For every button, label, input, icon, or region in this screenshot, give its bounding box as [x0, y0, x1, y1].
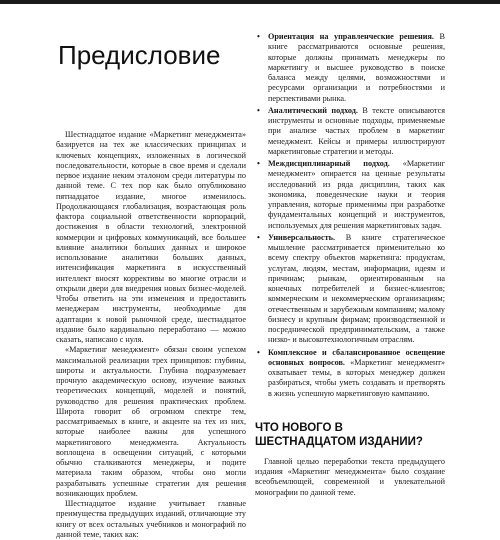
bullet-icon: •: [257, 232, 260, 242]
list-item-text: «Маркетинг менеджмент» опирается на ценные результаты исследований из ряда дисциплин, таких как экономика, поведенческие науки и теория управления, которые применимы при разработке фундаментальных концепций и инструментов, используемых для решения маркетинговых задач.: [268, 159, 445, 230]
list-item: [255, 106, 445, 157]
list-item: [255, 233, 445, 346]
list-item-title: Аналитический подход.: [268, 105, 358, 115]
list-item: [255, 348, 445, 399]
paragraph: Шестнадцатое издание учитывает главные преимущества предыдущих изданий, отличающие эту книгу от всех остальных учебников и монографий по данной теме, таких как:: [56, 499, 246, 539]
right-column: [255, 10, 445, 498]
list-item-title: Междисциплинарный подход.: [268, 159, 390, 168]
list-item-text: «Маркетинг менеджмент» охватывает темы, в которых менеджер должен разбираться, чтобы уметь создавать и претворять в жизнь успешную маркетинговую кампанию.: [268, 357, 446, 398]
list-item: [255, 32, 445, 104]
right-text: [255, 457, 445, 498]
left-text: [56, 130, 246, 540]
left-column: [56, 10, 246, 540]
bullet-icon: •: [257, 32, 260, 41]
list-item-title: Комплексное и сбалансированное освещение основных вопросов.: [268, 347, 445, 367]
top-rule: [0, 0, 500, 4]
bullet-icon: •: [257, 159, 260, 168]
page-title: Предисловие: [58, 40, 221, 70]
paragraph: Шестнадцатое издание «Маркетинг менеджмента» базируется на тех же классических принципах и ключевых концепциях, изложенных в логической последовательности, которые в свое время и сделали первое издание неким эталоном среди литературы по данной теме. С тех пор как было опубликовано пятнадцатое издание, многое изменилось. Продолжающаяся глобализация, возрастающая роль фактора социальной ответственности корпораций, достижения в области технологий, электронной коммерции и цифровых коммуникаций, все большее влияние аналитики больших данных и широкое использование аналитики больших данных, интенсификация маркетинга в искусственный интеллект вносят коррективы во многие отрасли и открыли двери для внедрения новых бизнес-моделей. Чтобы ответить на эти изменения и предоставить менеджерам инструменты, необходимые для адаптации к новой рыночной среде, шестнадцатое издание было кардинально переработано — можно сказать, написано с нуля.: [56, 130, 246, 344]
paragraph: «Маркетинг менеджмент» обязан своим успехом максимальной реализации трех принципов: глубины, широты и актуальности. Глубина подразумевает прочную академическую основу, изучение важных теоретических концепций, моделей и понятий, руководство для решения практических проблем. Широта говорит об огромном спектре тем, рассматриваемых в книге, и акценте на тех из них, которые наиболее важны для успешного маркетингового менеджмента. Актуальность воплощена в освещении ситуаций, с которыми обычно сталкиваются менеджеры, и подите материала таким образом, чтобы оно могли разрабатывать успешные стратегии для решения возникающих проблем.: [56, 345, 246, 498]
bullet-icon: •: [257, 105, 260, 115]
list-item: [255, 159, 445, 231]
list-item-text: В тексте описываются инструменты и основные подходы, применяемые при анализе частых проблем в маркетинг менеджмент. Кейсы и примеры иллюстрируют маркетинговые стратегии и методы.: [268, 105, 446, 156]
list-item-text: В книге рассматриваются основные решения, которые должны принимать менеджеры по маркетингу и высшее руководство в поиске баланса между целями, возможностями и ресурсами организации и потребностями и перспективами рынка.: [268, 32, 445, 103]
bullet-icon: •: [257, 347, 260, 357]
paragraph: Главной целью переработки текста предыдущего издания «Маркетинг менеджмента» было создание всеобъемлющей, современной и увлекательной монографии по данной теме.: [255, 456, 445, 497]
section-heading: ЧТО НОВОГО В ШЕСТНАДЦАТОМ ИЗДАНИИ?: [255, 421, 423, 448]
list-item-text: В книге стратегическое мышление рассматривается применительно ко всему спектру объектов маркетинга: продуктам, услугам, людям, местам, информации, идеям и причинам; рынкам, ориентированным на конечных потребителей и бизнес-клиентов; коммерческим и некоммерческим организациям; отечественным и зарубежным компаниям; малому бизнесу и крупным фирмам; производственной и посреднической предпринимательским, а также низко- и высокотехнологичным отраслям.: [268, 232, 445, 345]
list-item-title: Универсальность.: [268, 232, 336, 242]
list-item-title: Ориентация на управленческие решения.: [268, 32, 434, 41]
feature-list: [255, 32, 445, 399]
